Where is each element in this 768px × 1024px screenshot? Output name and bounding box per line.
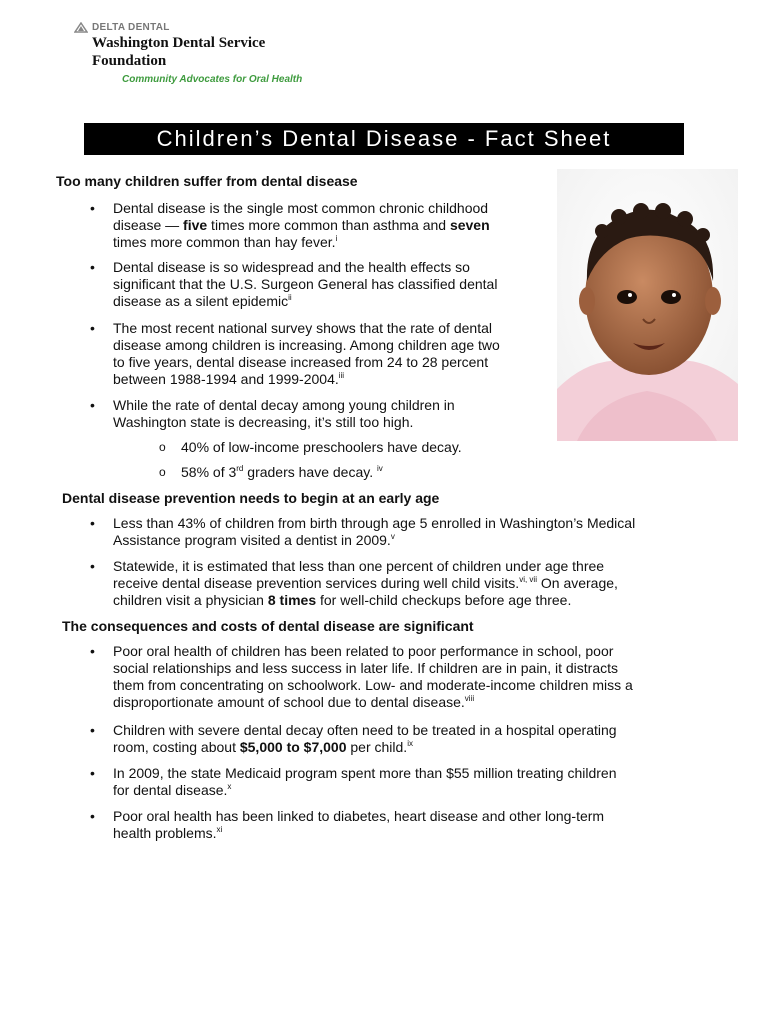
bullet-dot-icon: • (90, 200, 95, 216)
bullet-line: health problems.$^{xi}$ (113, 825, 223, 841)
bullet-line: In 2009, the state Medicaid program spent more than $55 million treating children (113, 765, 617, 781)
bullet-text (113, 200, 490, 251)
bullet-line: Washington state is decreasing, it’s still too high. (113, 414, 414, 430)
org-name-line-2: Foundation (92, 53, 167, 69)
bullet-text (113, 808, 604, 842)
logo (74, 22, 302, 85)
bullet-text (113, 259, 497, 310)
bullet-dot-icon: • (90, 259, 95, 275)
bullet-line: The most recent national survey shows that the rate of dental (113, 320, 492, 336)
bullet-line: significant that the U.S. Surgeon General has classified dental (113, 276, 498, 292)
bullet-dot-icon: • (90, 643, 95, 659)
delta-triangle-icon (74, 22, 88, 33)
section-heading: Dental disease prevention needs to begin at an early age (62, 490, 440, 506)
bullet-line: receive dental disease prevention services during well child visits.$^{vi, vii}$ On average, (113, 575, 618, 591)
bullet-line: Less than 43% of children from birth through age 5 enrolled in Washington’s Medical (113, 515, 636, 531)
bullet-line: Poor oral health has been linked to diabetes, heart disease and other long-term (113, 808, 605, 824)
bullet-text (113, 515, 635, 549)
bullet-text (113, 397, 455, 431)
bullet-dot-icon: • (90, 722, 95, 738)
bullet-dot-icon: • (90, 320, 95, 336)
bullet-line: social relationships and less success in later life. If children are in pain, it distracts (113, 660, 619, 676)
bullet-line: Dental disease is so widespread and the health effects so (113, 259, 470, 275)
bullet-line: times more common than hay fever.$^i$ (113, 234, 338, 250)
sub-bullet-line: 58% of 3rd graders have decay. $^{iv}$ (181, 464, 383, 480)
hollow-circle-icon: o (159, 465, 166, 479)
bullet-line: Dental disease is the single most common chronic childhood (113, 200, 489, 216)
section-heading: Too many children suffer from dental disease (56, 173, 358, 189)
bullet-dot-icon: • (90, 397, 95, 413)
org-name-line-1: Washington Dental Service (92, 35, 266, 51)
bullet-line: for dental disease.$^x$ (113, 782, 232, 798)
bullet-line: them from concentrating on schoolwork. Low- and moderate-income children miss a (113, 677, 633, 693)
bullet-line: between 1988-1994 and 1999-2004.$^{iii}$ (113, 371, 345, 387)
org-tagline: Community Advocates for Oral Health (122, 74, 303, 85)
bullet-line: Children with severe dental decay often need to be treated in a hospital operating (113, 722, 617, 738)
bullet-dot-icon: • (90, 808, 95, 824)
sub-bullet-line: 40% of low-income preschoolers have decay. (181, 439, 462, 455)
delta-dental-brand (74, 22, 302, 33)
bullet-line: room, costing about $5,000 to $7,000 per child.$^{ix}$ (113, 739, 413, 755)
hollow-circle-icon: o (159, 440, 166, 454)
bullet-line: Poor oral health of children has been related to poor performance in school, poor (113, 643, 614, 659)
bullet-dot-icon: • (90, 765, 95, 781)
bullet-dot-icon: • (90, 558, 95, 574)
section-heading: The consequences and costs of dental disease are significant (62, 618, 474, 634)
bullet-text (113, 320, 500, 388)
bullet-line: disproportionate amount of school due to dental disease.$^{viii}$ (113, 694, 475, 710)
bullet-line: to five years, dental disease increased from 24 to 28 percent (113, 354, 489, 370)
bullet-dot-icon: • (90, 515, 95, 531)
bullet-line: children visit a physician 8 times for well-child checkups before age three. (113, 592, 572, 608)
bullet-line: disease — five times more common than asthma and seven (113, 217, 490, 233)
bullet-text (113, 558, 618, 609)
bullet-text (113, 722, 617, 756)
baby-photo (557, 169, 738, 441)
bullet-line: disease as a silent epidemic$^{ii}$ (113, 293, 292, 309)
sub-bullet-text (181, 464, 383, 481)
fact-sheet-title: Children’s Dental Disease - Fact Sheet (84, 123, 684, 155)
bullet-text (113, 765, 617, 799)
bullet-line: While the rate of dental decay among young children in (113, 397, 455, 413)
bullet-line: Statewide, it is estimated that less than one percent of children under age three (113, 558, 605, 574)
bullet-line: Assistance program visited a dentist in 2009.$^v$ (113, 532, 395, 548)
brand-text: DELTA DENTAL (92, 22, 170, 33)
bullet-line: disease among children is increasing. Among children age two (113, 337, 500, 353)
sub-bullet-text (181, 439, 462, 456)
bullet-text (113, 643, 633, 711)
